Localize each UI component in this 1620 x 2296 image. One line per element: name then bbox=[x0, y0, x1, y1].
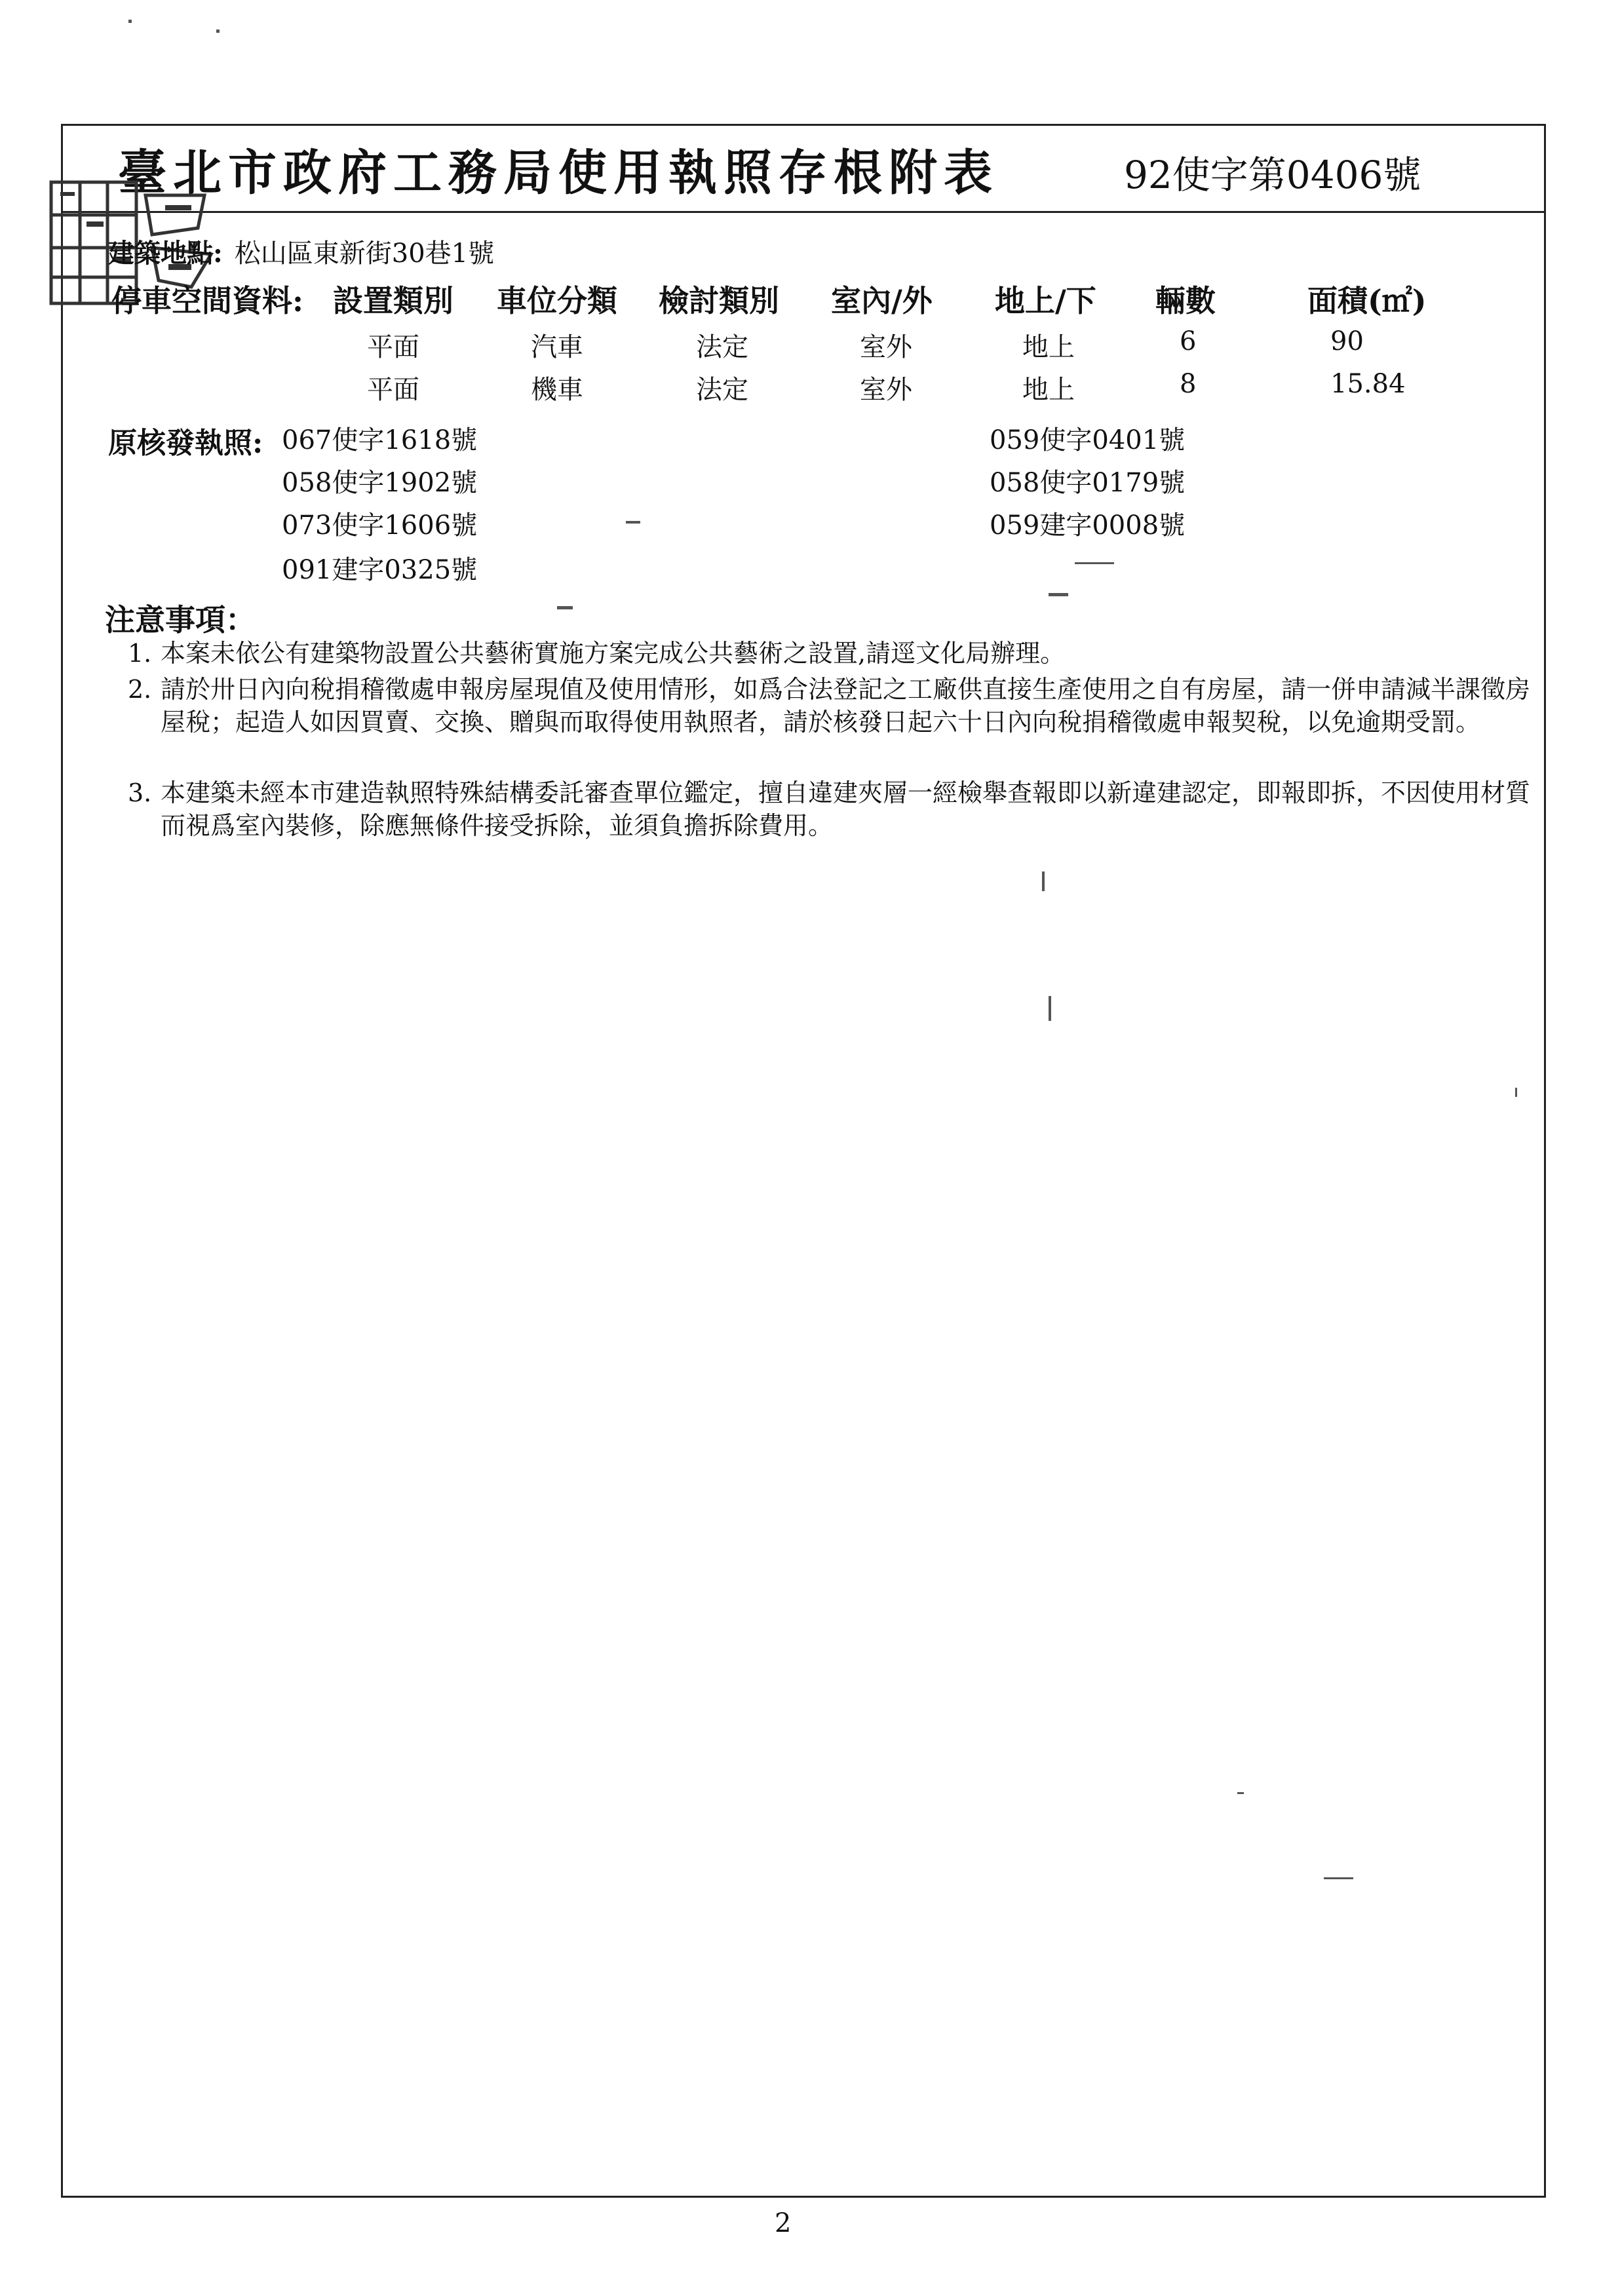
note-item bbox=[128, 776, 1530, 842]
note-text: 本建築未經本市建造執照特殊結構委託審查單位鑑定，擅自違建夾層一經檢舉查報即以新違建認定，即報即拆，不因使用材質而視爲室內裝修，除應無條件接受拆除，並須負擔拆除費用。 bbox=[161, 778, 1531, 840]
license-item: 058使字1902號 bbox=[282, 468, 478, 498]
table-cell: 法定 bbox=[696, 375, 748, 405]
table-cell: 8 bbox=[1180, 369, 1197, 399]
permit-number: 92使字第0406號 bbox=[1124, 153, 1421, 197]
table-cell: 15.84 bbox=[1330, 369, 1406, 399]
license-item: 073使字1606號 bbox=[282, 510, 478, 541]
license-item: 059建字0008號 bbox=[990, 510, 1186, 541]
address-row bbox=[108, 233, 494, 270]
license-item: 091建字0325號 bbox=[282, 555, 478, 585]
scan-speck bbox=[1049, 593, 1068, 596]
table-cell: 室外 bbox=[860, 375, 912, 405]
table-cell: 6 bbox=[1180, 326, 1197, 356]
parking-header-review-type: 檢討類別 bbox=[659, 283, 779, 318]
table-cell: 地上 bbox=[1022, 375, 1075, 405]
scan-speck bbox=[216, 29, 220, 33]
scan-speck bbox=[1042, 871, 1045, 891]
scan-speck bbox=[626, 521, 640, 524]
table-cell: 地上 bbox=[1022, 332, 1075, 362]
note-text: 請於卅日內向稅捐稽徵處申報房屋現值及使用情形，如爲合法登記之工廠供直接生產使用之自有房屋，請一併申請減半課徵房屋稅；起造人如因買賣、交換、贈與而取得使用執照者，請於核發日起六十日內向稅捐稽徵處申報契稅，以免逾期受罰。 bbox=[161, 675, 1531, 737]
table-cell: 汽車 bbox=[531, 332, 583, 362]
table-cell: 法定 bbox=[696, 332, 748, 362]
note-number: 3. bbox=[128, 778, 152, 807]
table-cell: 平面 bbox=[367, 375, 419, 405]
note-number: 2. bbox=[128, 675, 152, 704]
note-item bbox=[128, 637, 1530, 670]
note-item bbox=[128, 673, 1530, 738]
parking-header-indoor-outdoor: 室內/外 bbox=[831, 283, 933, 318]
license-item: 067使字1618號 bbox=[282, 425, 478, 455]
scan-speck bbox=[557, 606, 573, 609]
address-value: 松山區東新街30巷1號 bbox=[234, 239, 495, 269]
document-title: 臺北市政府工務局使用執照存根附表 bbox=[118, 145, 999, 201]
scan-speck bbox=[1324, 1877, 1353, 1879]
table-cell: 90 bbox=[1330, 326, 1364, 356]
parking-header-count: 輛數 bbox=[1155, 283, 1216, 318]
address-label: 建築地點: bbox=[108, 238, 223, 269]
parking-header-area: 面積(㎡) bbox=[1307, 283, 1427, 318]
scan-speck bbox=[1049, 996, 1051, 1021]
table-cell: 室外 bbox=[860, 332, 912, 362]
title-divider bbox=[61, 211, 1546, 213]
original-licenses-label: 原核發執照: bbox=[108, 427, 263, 460]
parking-header-category: 設置類別 bbox=[333, 283, 453, 318]
parking-header-above-below: 地上/下 bbox=[995, 283, 1096, 318]
scan-speck bbox=[1515, 1088, 1517, 1097]
notes-title: 注意事項： bbox=[105, 602, 256, 638]
license-item: 058使字0179號 bbox=[990, 468, 1186, 498]
scan-speck bbox=[1237, 1792, 1244, 1794]
table-cell: 平面 bbox=[367, 332, 419, 362]
scan-speck bbox=[128, 20, 132, 23]
page-number: 2 bbox=[775, 2208, 792, 2238]
parking-label: 停車空間資料: bbox=[111, 283, 303, 318]
scan-speck bbox=[1075, 562, 1114, 564]
parking-header-space-type: 車位分類 bbox=[497, 283, 617, 318]
note-number: 1. bbox=[128, 639, 152, 668]
table-cell: 機車 bbox=[531, 375, 583, 405]
note-text: 本案未依公有建築物設置公共藝術實施方案完成公共藝術之設置,請逕文化局辦理。 bbox=[161, 639, 1066, 668]
license-item: 059使字0401號 bbox=[990, 425, 1186, 455]
